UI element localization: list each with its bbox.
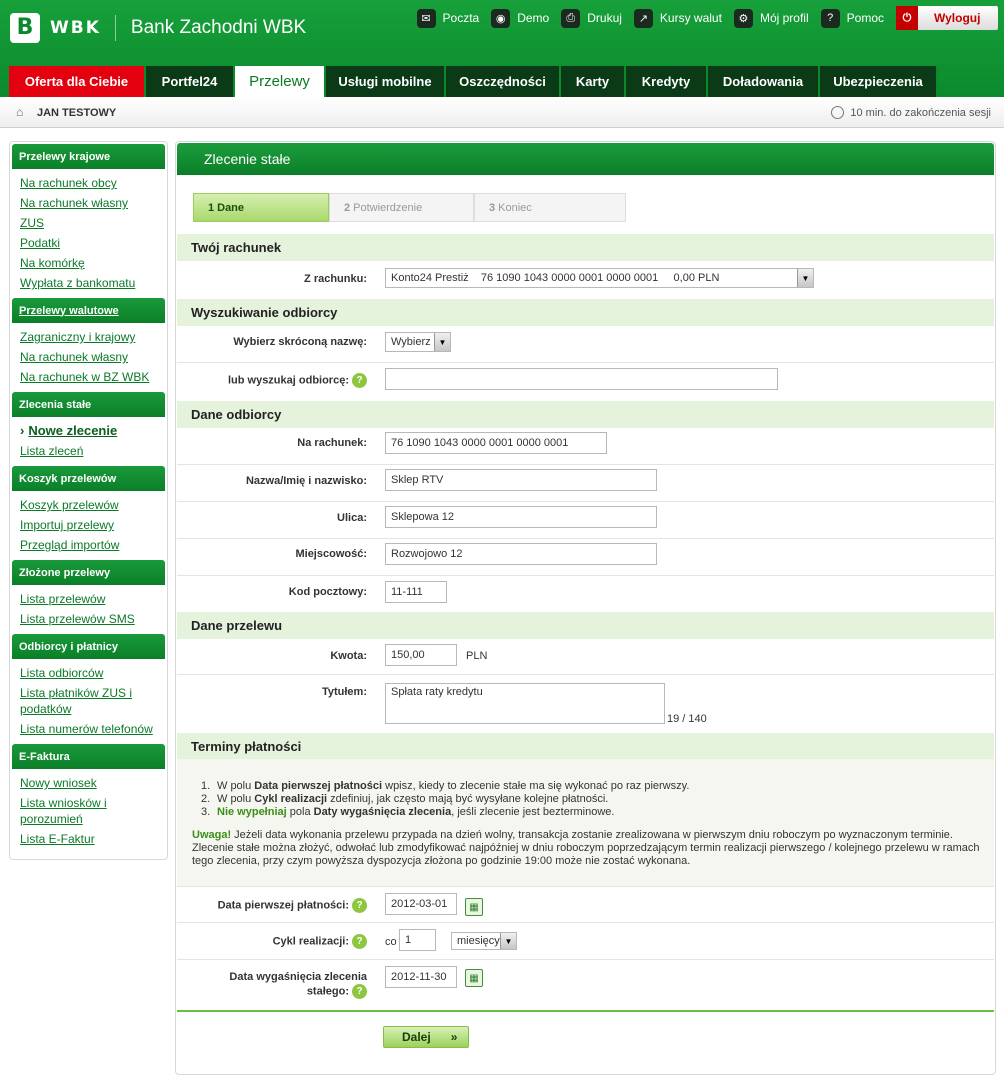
bank-logo[interactable]: [10, 13, 306, 43]
topnav-poczta[interactable]: [417, 9, 480, 28]
expiry-input[interactable]: 2012-11-30: [385, 966, 457, 988]
terms-num: 3.: [201, 806, 211, 818]
step-dane: [193, 193, 329, 222]
currency-label: PLN: [466, 650, 488, 662]
topnav-label: Poczta: [442, 11, 480, 25]
search-recipient-input[interactable]: [385, 368, 778, 390]
user-name: JAN TESTOWY: [37, 106, 117, 119]
to-account-label: Na rachunek:: [297, 437, 367, 449]
sidebar-item[interactable]: Lista zleceń: [20, 444, 84, 458]
sidebar-group-title: E-Faktura: [12, 744, 165, 769]
from-account-select[interactable]: [385, 268, 814, 288]
sidebar-item[interactable]: Lista E-Faktur: [20, 832, 95, 846]
dropdown-arrow-icon: ▼: [500, 933, 516, 949]
row-from-account: [177, 261, 994, 299]
city-label: Miejscowość:: [295, 548, 367, 560]
terms-bold: Data pierwszej płatności: [254, 780, 383, 792]
row-first-payment: [177, 886, 994, 923]
tab-karty[interactable]: Karty: [561, 66, 626, 97]
topnav-demo[interactable]: [491, 9, 549, 28]
warning-text-2: Zlecenie stałe można złożyć, odwołać lub zmodyfikować najpóźniej w dniu roboczym poprzedzającym termin realizacji pierwszego / kolejnego przelewu w ramach tego zlecenia, przy czym powyższa dyspozycja złożona po godzinie 19:00 może nie zostać wykonana.: [192, 842, 980, 867]
to-account-input[interactable]: 76 1090 1043 0000 0001 0000 0001: [385, 432, 607, 454]
next-button-label: Dalej: [402, 1030, 431, 1044]
sidebar-list: [10, 169, 167, 296]
tab-kredyty[interactable]: Kredyty: [626, 66, 708, 97]
sidebar-item[interactable]: ZUS: [20, 216, 44, 230]
terms-num: 2.: [201, 793, 211, 805]
main-content: [175, 141, 996, 1075]
sidebar-list: [10, 769, 167, 852]
demo-icon: ◉: [491, 9, 510, 28]
mail-icon: ✉: [417, 9, 436, 28]
cycle-prefix: co: [385, 936, 397, 948]
sidebar-item[interactable]: Na rachunek własny: [20, 350, 129, 364]
topnav-label: Drukuj: [587, 11, 622, 25]
chevron-right-icon: ›: [20, 423, 25, 438]
user-icon: ⌂: [16, 105, 24, 119]
postcode-input[interactable]: 11-111: [385, 581, 447, 603]
terms-warning: [192, 829, 992, 868]
sidebar-item[interactable]: Lista wniosków i porozumień: [20, 796, 107, 826]
divider: [177, 1010, 994, 1012]
search-recipient-label: lub wyszukaj odbiorcę:: [227, 374, 349, 387]
dropdown-arrow-icon: ▼: [797, 269, 813, 287]
sidebar-item[interactable]: Lista odbiorców: [20, 666, 104, 680]
session-text: 10 min. do zakończenia sesji: [850, 106, 991, 119]
row-to-account: [177, 428, 994, 465]
short-name-select[interactable]: [385, 332, 451, 352]
cycle-input[interactable]: 1: [399, 929, 436, 951]
city-input[interactable]: Rozwojowo 12: [385, 543, 657, 565]
section-terms: Terminy płatności: [177, 733, 994, 760]
amount-input[interactable]: 150,00: [385, 644, 457, 666]
tab-uslugi-mobilne[interactable]: Usługi mobilne: [326, 66, 446, 97]
sidebar-group-title: Przelewy krajowe: [12, 144, 165, 169]
step-number: 1: [208, 201, 215, 214]
cycle-label: Cykl realizacji:: [272, 935, 349, 948]
terms-text: zdefiniuj, jak często mają być wysyłane kolejne płatności.: [327, 793, 609, 805]
sidebar-item[interactable]: Wypłata z bankomatu: [20, 276, 136, 290]
clock-icon: [831, 106, 844, 119]
sidebar-item[interactable]: Lista przelewów SMS: [20, 612, 135, 626]
terms-item: [201, 806, 961, 819]
search-recipient-label-wrap: [228, 373, 367, 388]
help-icon[interactable]: ?: [352, 373, 367, 388]
name-input[interactable]: Sklep RTV: [385, 469, 657, 491]
terms-green: Nie wypełniaj: [217, 806, 287, 818]
terms-bold: Cykl realizacji: [254, 793, 328, 805]
chart-icon: ↗: [634, 9, 653, 28]
wizard-steps: [193, 193, 626, 222]
row-street: [177, 502, 994, 539]
cycle-label-wrap: [273, 934, 367, 949]
terms-info: [177, 759, 994, 886]
sidebar-group-title: Odbiorcy i płatnicy: [12, 634, 165, 659]
help-icon[interactable]: ?: [352, 984, 367, 999]
session-info: [831, 106, 991, 119]
sidebar-group-title[interactable]: Przelewy walutowe: [12, 298, 165, 323]
terms-text: W polu: [217, 780, 255, 792]
first-payment-label-wrap: [218, 898, 367, 913]
help-icon: ?: [821, 9, 840, 28]
postcode-label: Kod pocztowy:: [288, 586, 367, 598]
topnav-label: Pomoc: [846, 11, 884, 25]
topnav-label: Demo: [517, 11, 550, 25]
row-title: [177, 675, 994, 731]
title-label: Tytułem:: [321, 686, 367, 698]
section-recipient: Dane odbiorcy: [177, 401, 994, 428]
sidebar: [9, 141, 168, 860]
row-city: [177, 539, 994, 576]
logo-wbk: WBK: [50, 18, 101, 38]
street-input[interactable]: Sklepowa 12: [385, 506, 657, 528]
step-label: Koniec: [498, 201, 532, 214]
section-account: Twój rachunek: [177, 234, 994, 261]
next-button[interactable]: [383, 1026, 469, 1048]
sidebar-list: [10, 585, 167, 632]
sidebar-item-current[interactable]: [20, 421, 167, 441]
topnav-pomoc[interactable]: [821, 9, 884, 28]
row-name: [177, 465, 994, 502]
from-account-label: Z rachunku:: [304, 273, 367, 285]
logout-icon: ⏻: [896, 6, 918, 30]
expiry-label-1: Data wygaśnięcia zlecenia: [229, 971, 367, 983]
section-search: Wyszukiwanie odbiorcy: [177, 299, 994, 326]
tab-doladowania[interactable]: Doładowania: [708, 66, 820, 97]
cycle-unit-value: miesięcy: [457, 935, 500, 947]
title-textarea[interactable]: [385, 683, 665, 724]
sidebar-item[interactable]: Podatki: [20, 236, 61, 250]
terms-text: pola: [286, 806, 314, 818]
title-value: Spłata raty kredytu: [391, 686, 483, 698]
expiry-label-2: stałego:: [306, 985, 349, 998]
sidebar-item[interactable]: Zagraniczny i krajowy: [20, 330, 136, 344]
sidebar-item[interactable]: Nowy wniosek: [20, 776, 97, 790]
row-search-recipient: [177, 363, 994, 401]
short-name-value: Wybierz: [391, 336, 431, 348]
warning-text: Jeżeli data wykonania przelewu przypada na dzień wolny, transakcja zostanie zrealizowana w pierwszym dniu roboczym po wyznaczonym terminie.: [231, 829, 953, 841]
tab-oszczednosci[interactable]: Oszczędności: [446, 66, 561, 97]
top-nav: [417, 6, 1004, 30]
step-label: Dane: [217, 201, 245, 214]
name-label: Nazwa/Imię i nazwisko:: [245, 475, 367, 487]
page-title: Zlecenie stałe: [177, 143, 994, 175]
street-label: Ulica:: [337, 512, 367, 524]
section-transfer: Dane przelewu: [177, 612, 994, 639]
bank-name: Bank Zachodni WBK: [130, 17, 307, 38]
sidebar-item[interactable]: Na rachunek obcy: [20, 176, 117, 190]
row-short-name: [177, 326, 994, 363]
tab-przelewy[interactable]: Przelewy: [235, 66, 326, 97]
sidebar-item[interactable]: Lista przelewów: [20, 592, 106, 606]
topnav-label: Kursy walut: [659, 11, 722, 25]
first-payment-label: Data pierwszej płatności:: [217, 899, 349, 912]
user-bar: [0, 97, 1004, 128]
warning-label: Uwaga!: [192, 829, 232, 841]
logout-label: Wyloguj: [934, 11, 981, 25]
sidebar-item[interactable]: Przegląd importów: [20, 538, 120, 552]
step-label: Potwierdzenie: [353, 201, 423, 214]
terms-list: [201, 780, 961, 819]
double-arrow-right-icon: »: [450, 1030, 458, 1044]
sidebar-group-title: Koszyk przelewów: [12, 466, 165, 491]
sidebar-list: [10, 323, 167, 390]
calendar-icon[interactable]: ▦: [465, 898, 483, 916]
cycle-unit-select[interactable]: [451, 932, 517, 950]
sidebar-item[interactable]: Na komórkę: [20, 256, 85, 270]
print-icon: ⎙: [561, 9, 580, 28]
first-payment-input[interactable]: 2012-03-01: [385, 893, 457, 915]
logout-button[interactable]: [896, 6, 998, 30]
terms-item: [201, 793, 961, 806]
topnav-drukuj[interactable]: [561, 9, 622, 28]
sidebar-list: [10, 659, 167, 742]
step-potwierdzenie: [329, 193, 474, 222]
sidebar-item[interactable]: Importuj przelewy: [20, 518, 115, 532]
from-account-value: Konto24 Prestiż 76 1090 1043 0000 0001 0000 0001 0,00 PLN: [391, 272, 720, 284]
row-postcode: [177, 576, 994, 614]
tab-ubezpieczenia[interactable]: Ubezpieczenia: [820, 66, 938, 97]
sidebar-group-title: Zlecenia stałe: [12, 392, 165, 417]
topnav-label: Mój profil: [759, 11, 809, 25]
step-number: 3: [489, 201, 496, 214]
tab-oferta[interactable]: Oferta dla Ciebie: [9, 66, 146, 97]
sidebar-list: [10, 417, 167, 464]
amount-label: Kwota:: [330, 650, 367, 662]
row-cycle: [177, 923, 994, 960]
tab-portfel24[interactable]: Portfel24: [146, 66, 235, 97]
sidebar-item[interactable]: Na rachunek własny: [20, 196, 129, 210]
terms-bold: Daty wygaśnięcia zlecenia: [313, 806, 452, 818]
topnav-moj-profil[interactable]: [734, 9, 809, 28]
help-icon[interactable]: ?: [352, 898, 367, 913]
sidebar-list: [10, 491, 167, 558]
logo-separator: [115, 15, 116, 41]
profile-icon: ⚙: [734, 9, 753, 28]
row-amount: [177, 639, 994, 675]
main-tabs: [9, 66, 938, 97]
row-expiry: [177, 960, 994, 1010]
terms-item: [201, 780, 961, 793]
terms-text: , jeśli zlecenie jest bezterminowe.: [451, 806, 615, 818]
sidebar-item[interactable]: Koszyk przelewów: [20, 498, 119, 512]
terms-text: W polu: [217, 793, 255, 805]
sidebar-item-label: Nowe zlecenie: [28, 423, 118, 438]
dropdown-arrow-icon: ▼: [434, 333, 450, 351]
terms-num: 1.: [201, 780, 211, 792]
short-name-label: Wybierz skróconą nazwę:: [233, 336, 367, 348]
expiry-label-wrap: [229, 970, 367, 999]
top-header: [0, 0, 1004, 97]
calendar-icon[interactable]: ▦: [465, 969, 483, 987]
user-info: [16, 106, 116, 119]
help-icon[interactable]: ?: [352, 934, 367, 949]
step-number: 2: [344, 201, 351, 214]
sidebar-item[interactable]: Na rachunek w BZ WBK: [20, 370, 150, 384]
topnav-kursy-walut[interactable]: [634, 9, 722, 28]
step-koniec: [474, 193, 626, 222]
sidebar-item[interactable]: Lista numerów telefonów: [20, 722, 153, 736]
logo-mark: B: [10, 13, 40, 43]
title-counter: 19 / 140: [667, 713, 707, 725]
terms-text: wpisz, kiedy to zlecenie stałe ma się wykonać po raz pierwszy.: [382, 780, 690, 792]
sidebar-item[interactable]: Lista płatników ZUS i podatków: [20, 686, 133, 716]
sidebar-group-title: Złożone przelewy: [12, 560, 165, 585]
